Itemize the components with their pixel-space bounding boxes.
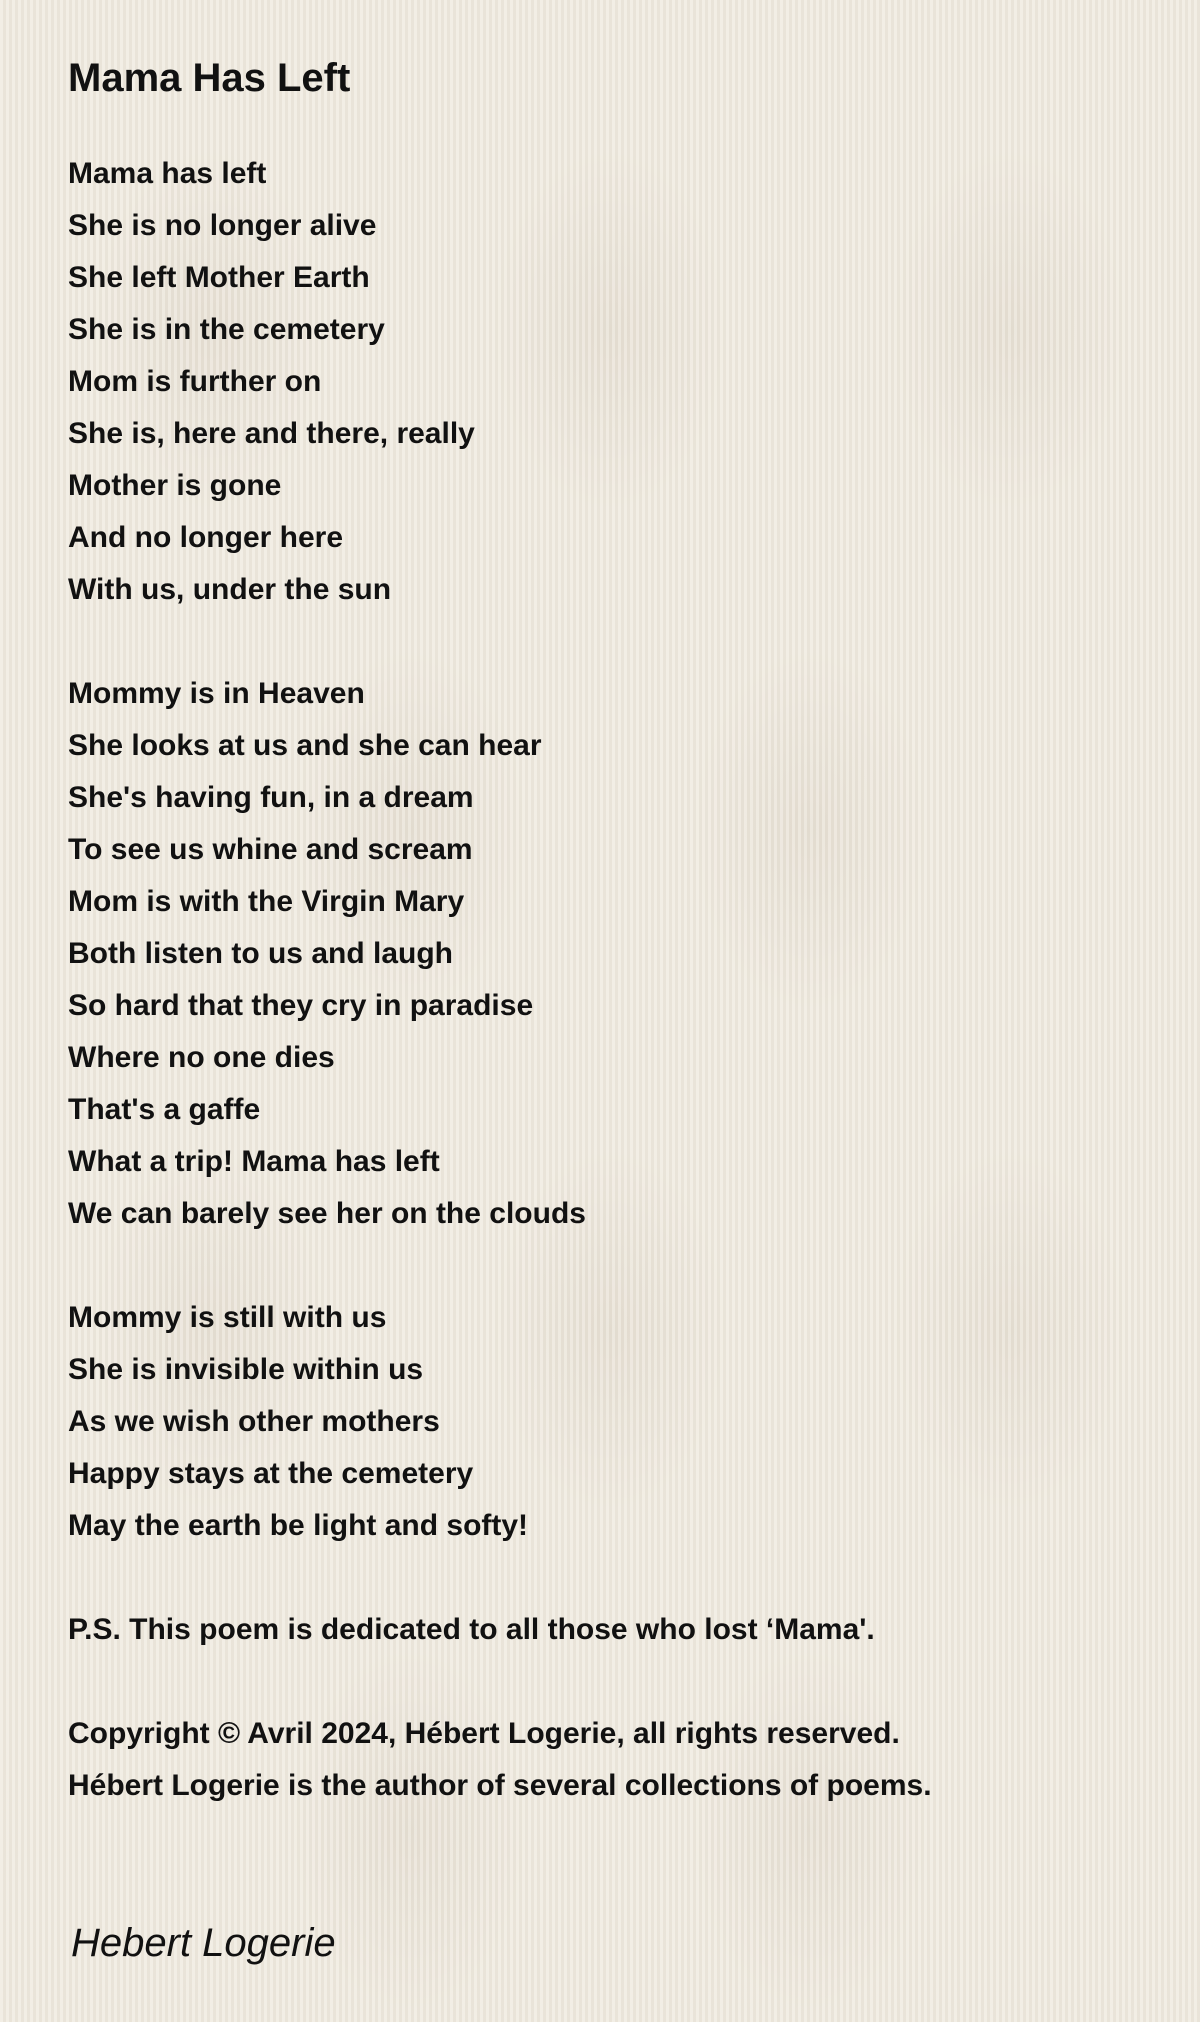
- author-signature: Hebert Logerie: [71, 1921, 336, 1965]
- stanza-break: [68, 1552, 932, 1604]
- poem-line: That's a gaffe: [68, 1093, 261, 1126]
- poem-line: She's having fun, in a dream: [68, 781, 474, 814]
- poem-line: Mother is gone: [68, 469, 282, 502]
- poem-line: What a trip! Mama has left: [68, 1145, 440, 1178]
- stanza-break: [68, 1240, 932, 1292]
- poem-title: Mama Has Left: [68, 56, 351, 100]
- poem-line: Both listen to us and laugh: [68, 937, 453, 970]
- stanza-3: [68, 1292, 932, 1552]
- poem-line: Mama has left: [68, 157, 267, 190]
- poem-line: Where no one dies: [68, 1041, 335, 1074]
- stanza-1: [68, 148, 932, 616]
- poem-line: She left Mother Earth: [68, 261, 370, 294]
- poem-line: Mommy is still with us: [68, 1301, 387, 1334]
- poem-line: She is no longer alive: [68, 209, 377, 242]
- poem-line: She looks at us and she can hear: [68, 729, 542, 762]
- poem-line: Mom is further on: [68, 365, 322, 398]
- author-bio-line: Hébert Logerie is the author of several collections of poems.: [68, 1769, 932, 1802]
- poem-line: Mommy is in Heaven: [68, 677, 365, 710]
- stanza-2: [68, 668, 932, 1240]
- copyright-notice: [68, 1708, 932, 1812]
- poem-line: May the earth be light and softy!: [68, 1509, 529, 1542]
- poem-line: With us, under the sun: [68, 573, 392, 606]
- poem-line: She is, here and there, really: [68, 417, 475, 450]
- poem-line: We can barely see her on the clouds: [68, 1197, 586, 1230]
- poem-line: As we wish other mothers: [68, 1405, 440, 1438]
- poem-line: So hard that they cry in paradise: [68, 989, 534, 1022]
- stanza-break: [68, 616, 932, 668]
- poem-line: And no longer here: [68, 521, 344, 554]
- poem-line: She is in the cemetery: [68, 313, 385, 346]
- dedication-note: P.S. This poem is dedicated to all those who lost ‘Mama'.: [68, 1613, 875, 1646]
- stanza-break: [68, 1656, 932, 1708]
- poem-line: Mom is with the Virgin Mary: [68, 885, 465, 918]
- poem-body: [68, 148, 932, 1812]
- poem-line: To see us whine and scream: [68, 833, 473, 866]
- poem-line: She is invisible within us: [68, 1353, 424, 1386]
- copyright-line: Copyright © Avril 2024, Hébert Logerie, all rights reserved.: [68, 1717, 900, 1750]
- poem-line: Happy stays at the cemetery: [68, 1457, 474, 1490]
